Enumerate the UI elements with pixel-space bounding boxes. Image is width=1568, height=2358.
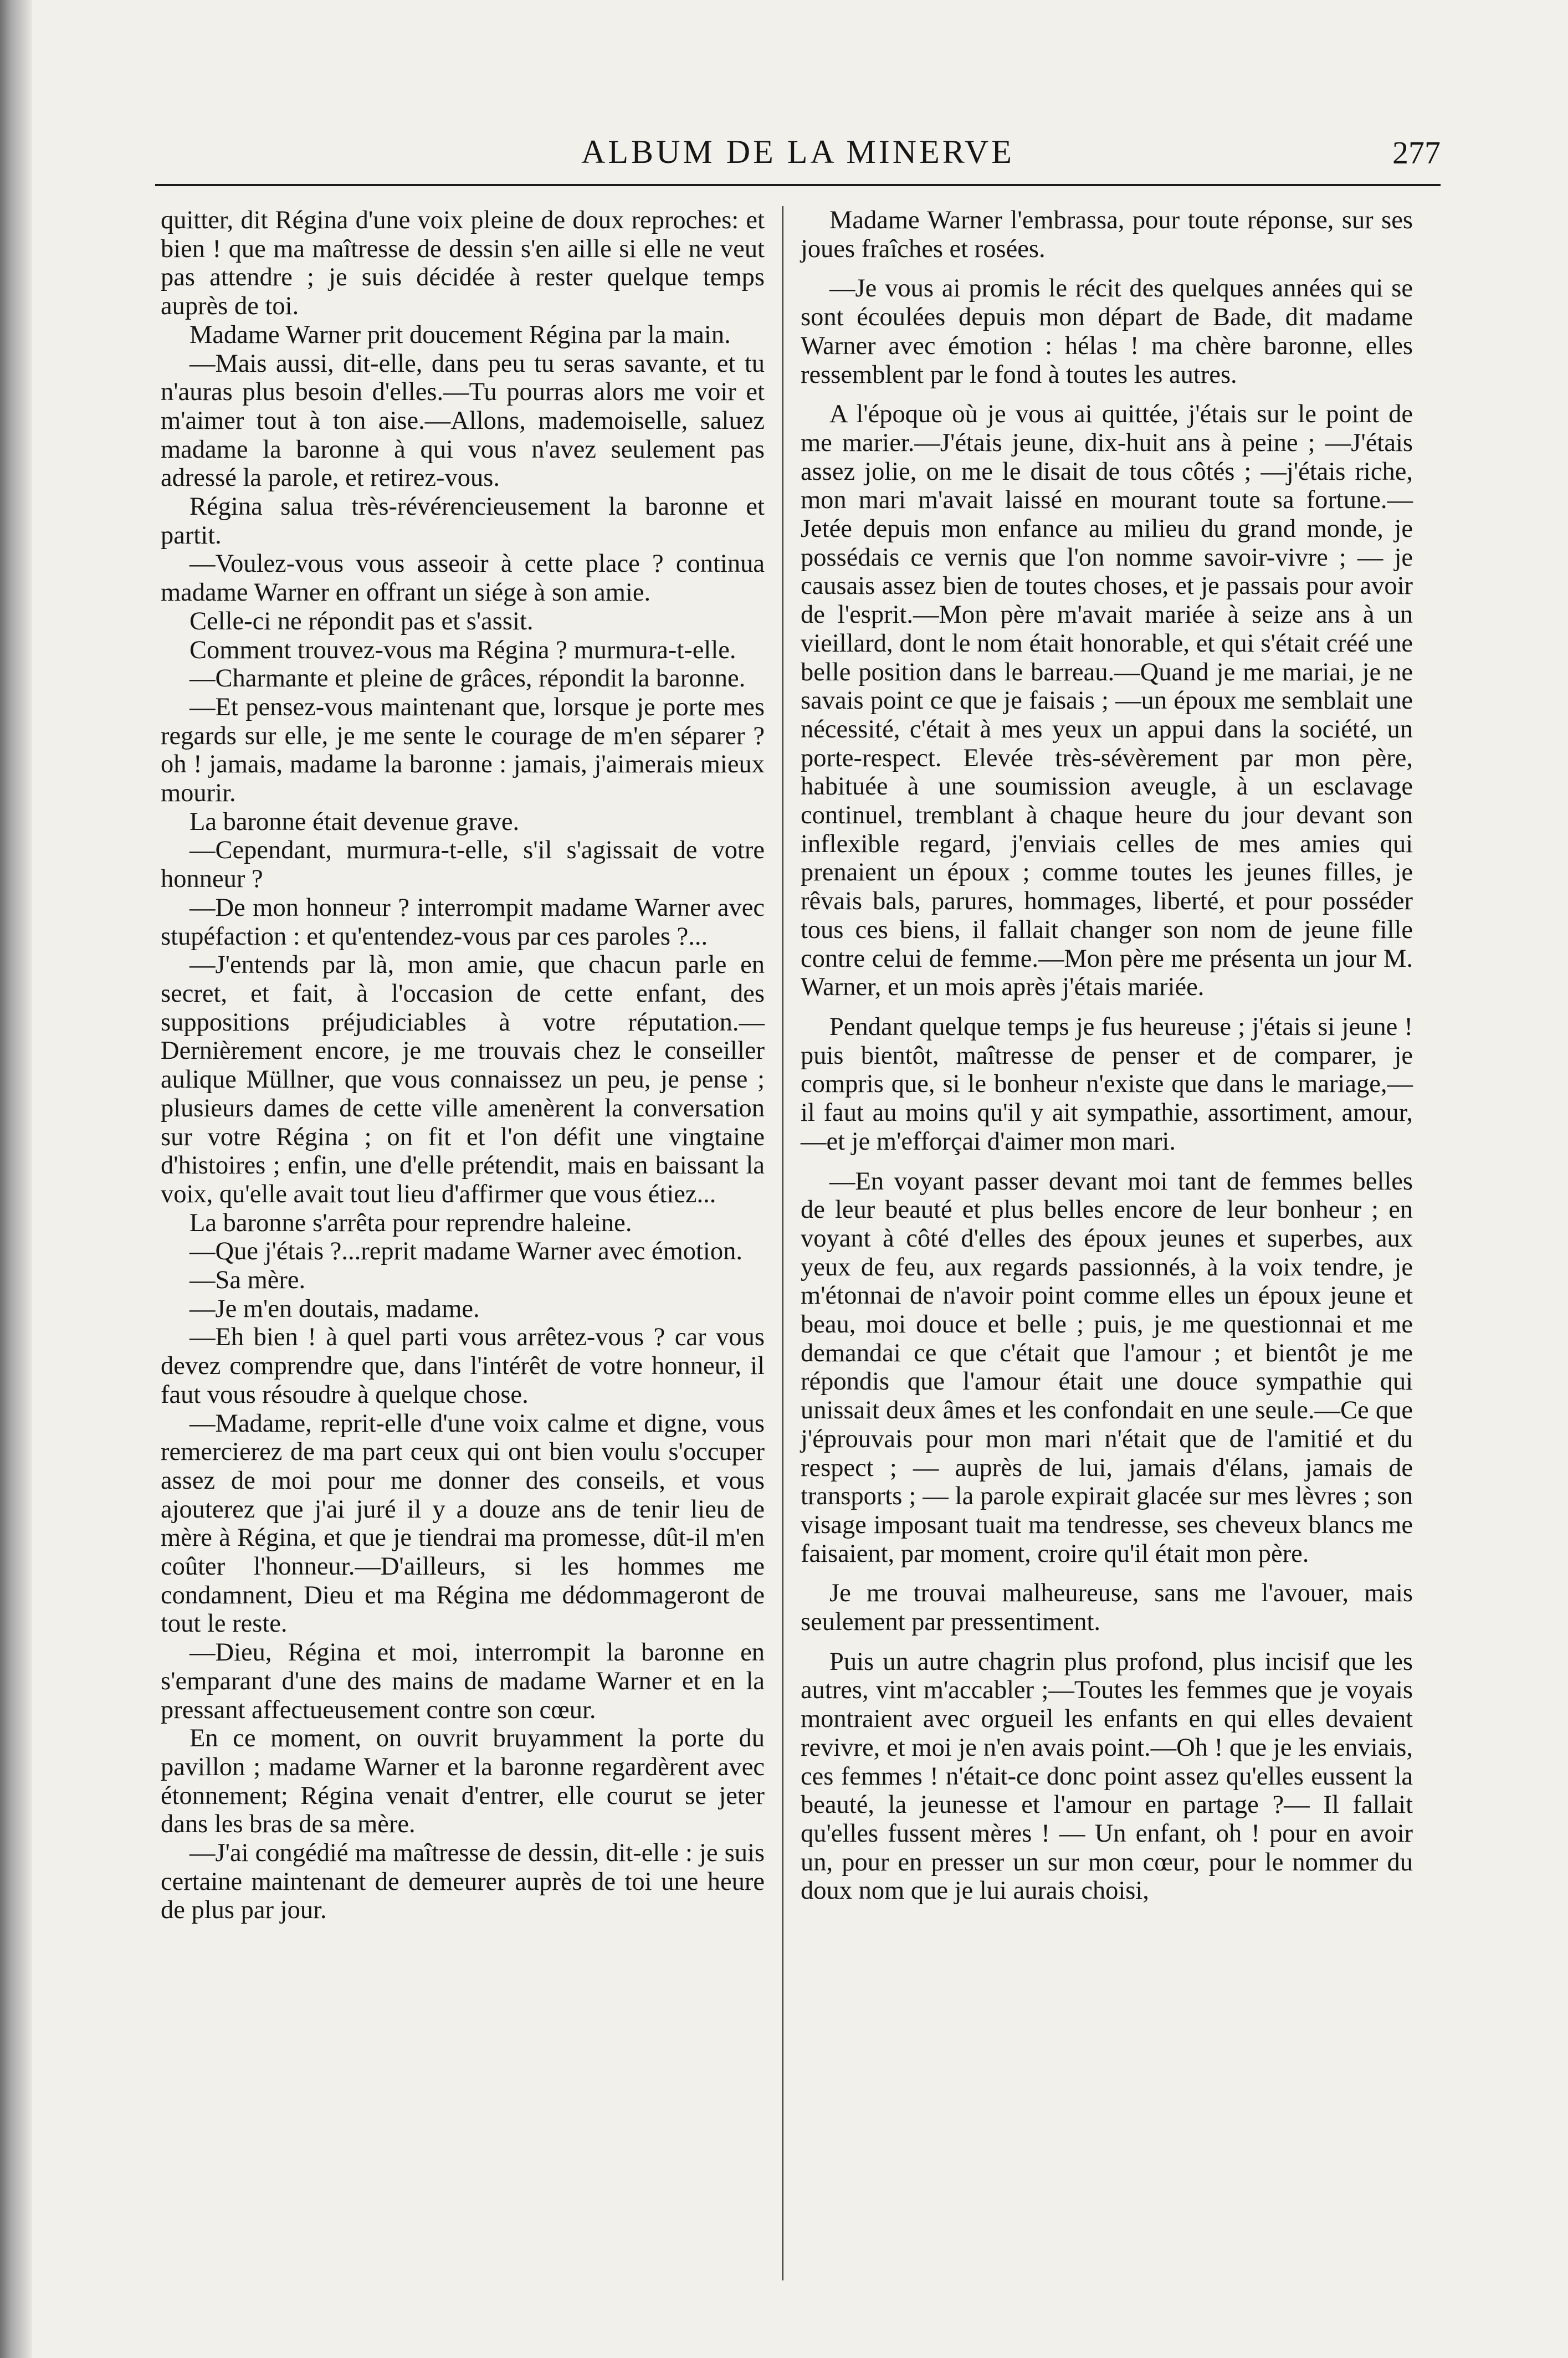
paragraph: —Je m'en doutais, madame. [189,1294,480,1323]
paragraph: La baronne était devenue grave. [189,807,520,836]
paragraph: quitter, dit Régina d'une voix pleine de doux reproches: et bien ! que ma maîtresse de dessin s'en aille si elle ne veut pas attendre ; je suis décidée à rester quelque temps auprès de toi. [161,206,765,321]
paragraph: —Voulez-vous vous asseoir à cette place ? continua madame Warner en offrant un siége à son amie. [161,550,765,607]
paragraph: —J'ai congédié ma maîtresse de dessin, dit-elle : je suis certaine maintenant de demeurer auprès de toi une heure de plus par jour. [161,1839,765,1925]
paragraph: —Eh bien ! à quel parti vous arrêtez-vous ? car vous devez comprendre que, dans l'intérêt de votre honneur, il faut vous résoudre à quelque chose. [161,1323,765,1409]
column-divider [782,206,783,2280]
paragraph: —Cependant, murmura-t-elle, s'il s'agissait de votre honneur ? [161,836,765,894]
paragraph: Madame Warner prit doucement Régina par la main. [189,320,731,349]
paragraph: Madame Warner l'embrassa, pour toute réponse, sur ses joues fraîches et rosées. [801,206,1413,263]
paragraph: —Que j'étais ?...reprit madame Warner avec émotion. [189,1237,742,1266]
paragraph: Pendant quelque temps je fus heureuse ; j'étais si jeune ! puis bientôt, maîtresse de penser et de comparer, je compris que, si le bonheur n'existe que dans le mariage,—il faut au moins qu'il y ait sympathie, assortiment, amour,—et je m'efforçai d'aimer mon mari. [801,1012,1413,1156]
paragraph: Je me trouvai malheureuse, sans me l'avouer, mais seulement par pressentiment. [801,1579,1413,1637]
paragraph: —Je vous ai promis le récit des quelques années qui se sont écoulées depuis mon départ de Bade, dit madame Warner avec émotion : hélas ! ma chère baronne, elles ressemblent par le fond à toutes les autres. [801,274,1413,389]
paragraph: —Charmante et pleine de grâces, répondit la baronne. [189,664,746,693]
journal-title: ALBUM DE LA MINERVE [581,134,1014,170]
paragraph: Puis un autre chagrin plus profond, plus incisif que les autres, vint m'accabler ;—Toutes les femmes que je voyais montraient avec orgueil les enfants en qui elles devaient revivre, et moi je n'en avais point.—Oh ! que je les enviais, ces femmes ! n'était-ce donc point assez qu'elles eussent la beauté, la jeunesse et l'amour en partage ?— Il fallait qu'elles fussent mères ! — Un enfant, oh ! pour en avoir un, pour en presser un sur mon cœur, pour le nommer du doux nom que je lui aurais choisi, [801,1647,1413,1905]
page-edge-shadow [0,0,32,2358]
page-number: 277 [1392,135,1441,171]
paragraph: En ce moment, on ouvrit bruyamment la porte du pavillon ; madame Warner et la baronne regardèrent avec étonnement; Régina venait d'entrer, elle courut se jeter dans les bras de sa mère. [161,1724,765,1839]
left-column [161,206,765,2292]
paragraph: —Mais aussi, dit-elle, dans peu tu seras savante, et tu n'auras plus besoin d'elles.—Tu pourras alors me voir et m'aimer tout à ton aise.—Allons, mademoiselle, saluez madame la baronne à qui vous n'avez seulement pas adressé la parole, et retirez-vous. [161,349,765,493]
running-header [155,123,1441,186]
paragraph: —Et pensez-vous maintenant que, lorsque je porte mes regards sur elle, je me sente le courage de m'en séparer ? oh ! jamais, madame la baronne : jamais, j'aimerais mieux mourir. [161,693,765,808]
paragraph: La baronne s'arrêta pour reprendre haleine. [189,1208,632,1237]
paragraph: —Sa mère. [189,1266,306,1295]
paragraph: —En voyant passer devant moi tant de femmes belles de leur beauté et plus belles encore de leur bonheur ; en voyant à côté d'elles des époux jeunes et superbes, aux yeux de feu, aux regards passionnés, à la voix tendre, je m'étonnai de n'avoir point comme elles un époux jeune et beau, moi douce et belle ; puis, je me questionnai et me demandai ce que c'était que l'amour ; et bientôt je me répondis que l'amour était une douce sympathie qui unissait deux âmes et les confondait en une seule.—Ce que j'éprouvais pour mon mari n'était que de l'amitié et du respect ; — auprès de lui, jamais d'élans, jamais de transports ; — la parole expirait glacée sur mes lèvres ; son visage imposant tuait ma tendresse, ses cheveux blancs me faisaient, par moment, croire qu'il était mon père. [801,1167,1413,1568]
paragraph: A l'époque où je vous ai quittée, j'étais sur le point de me marier.—J'étais jeune, dix-huit ans à peine ; —J'étais assez jolie, on me le disait de tous côtés ; —j'étais riche, mon mari m'avait laissé en mourant toute sa fortune.—Jetée depuis mon enfance au milieu du grand monde, je possédais ce vernis que l'on nomme savoir-vivre ; — je causais assez bien de toutes choses, et je passais pour avoir de l'esprit.—Mon père m'avait mariée à seize ans à un vieillard, dont le nom était honorable, et qui s'était créé une belle position dans le barreau.—Quand je me mariai, je ne savais point ce que je faisais ; —un époux me semblait une nécessité, c'était à mes yeux un appui dans la société, un porte-respect. Elevée très-sévèrement par mon père, habituée à une soumission aveugle, à un esclavage continuel, tremblant à chaque heure du jour devant son inflexible regard, j'enviais celles de mes amies qui prenaient un époux ; comme toutes les jeunes filles, je rêvais bals, parures, hommages, liberté, et pour posséder tous ces biens, il fallait changer son nom de jeune fille contre celui de femme.—Mon père me présenta un jour M. Warner, et un mois après j'étais mariée. [801,400,1413,1002]
paragraph: —Madame, reprit-elle d'une voix calme et digne, vous remercierez de ma part ceux qui ont bien voulu s'occuper assez de moi pour me donner des conseils, et vous ajouterez que j'ai juré il y a douze ans de tenir lieu de mère à Régina, et que je tiendrai ma promesse, dût-il m'en coûter l'honneur.—D'ailleurs, si les hommes me condamnent, Dieu et ma Régina me dédommageront de tout le reste. [161,1409,765,1638]
paragraph: —J'entends par là, mon amie, que chacun parle en secret, et fait, à l'occasion de cette enfant, des suppositions préjudiciables à votre réputation.—Dernièrement encore, je me trouvais chez le conseiller aulique Müllner, que vous connaissez un peu, je pense ; plusieurs dames de cette ville amenèrent la conversation sur votre Régina ; on fit et l'on défit une vingtaine d'histoires ; enfin, une d'elle prétendit, mais en baissant la voix, qu'elle avait tout lieu d'affirmer que vous étiez... [161,951,765,1208]
paragraph: Comment trouvez-vous ma Régina ? murmura-t-elle. [189,635,736,664]
paragraph: —Dieu, Régina et moi, interrompit la baronne en s'emparant d'une des mains de madame Warner et en la pressant affectueusement contre son cœur. [161,1638,765,1724]
paragraph: Régina salua très-révérencieusement la baronne et partit. [161,493,765,550]
right-column [801,206,1413,2292]
paragraph: —De mon honneur ? interrompit madame Warner avec stupéfaction : et qu'entendez-vous par ces paroles ?... [161,893,765,951]
paragraph: Celle-ci ne répondit pas et s'assit. [189,607,534,635]
